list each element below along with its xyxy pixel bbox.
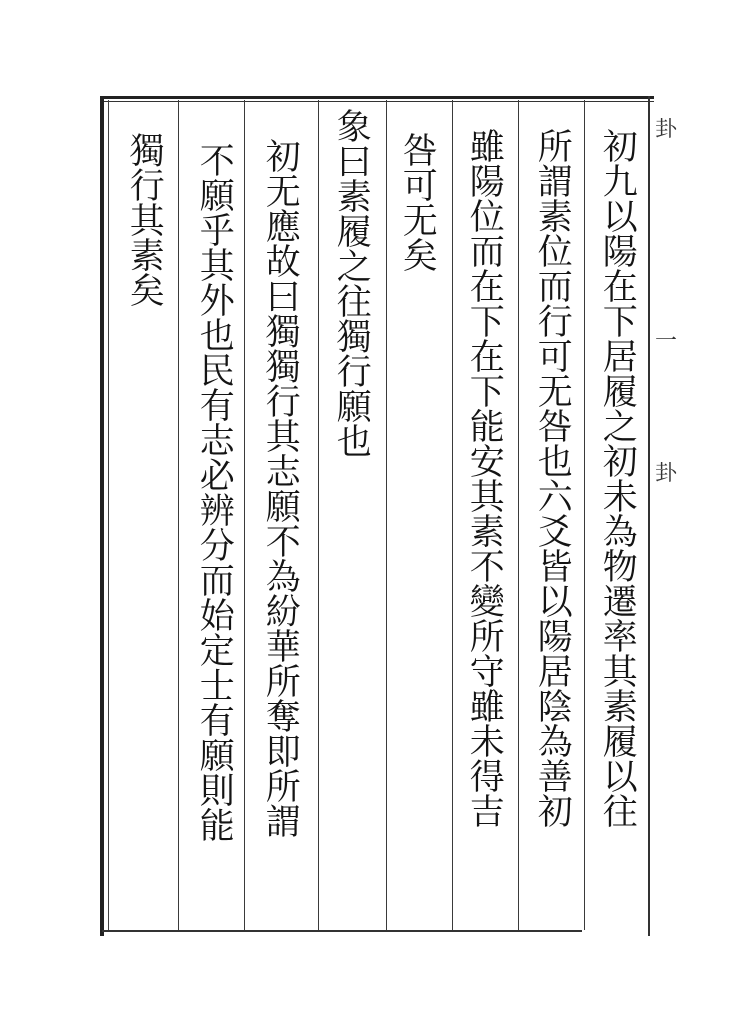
- text-column: 獨行其素矣: [124, 132, 165, 307]
- text-column: 不願乎其外也民有志必辨分而始定士有願則能: [194, 142, 235, 842]
- frame-bottom-border: [102, 930, 582, 932]
- margin-char: 一: [654, 330, 677, 354]
- margin-char: 卦: [654, 462, 677, 486]
- frame-right-border: [648, 96, 650, 936]
- column-rule: [452, 100, 453, 930]
- text-column: 所謂素位而行可无咎也六爻皆以陽居陰為善初: [532, 128, 573, 828]
- column-rule: [518, 100, 519, 930]
- text-column: 象曰素履之往獨行願也: [331, 108, 372, 458]
- column-rule: [386, 100, 387, 930]
- frame-top-inner-border: [102, 101, 654, 102]
- text-column: 雖陽位而在下在下能安其素不變所守雖未得吉: [464, 128, 505, 828]
- text-column: 初九以陽在下居履之初未為物遷率其素履以往: [597, 128, 638, 828]
- margin-char: 卦: [654, 118, 677, 142]
- frame-left-border: [100, 96, 104, 936]
- frame-left-inner-border: [108, 100, 109, 930]
- column-rule: [584, 100, 585, 930]
- text-column: 初无應故曰獨獨行其志願不為紛華所奪即所謂: [260, 138, 301, 838]
- text-column: 咎可无矣: [397, 132, 438, 272]
- column-rule: [178, 100, 179, 930]
- column-rule: [318, 100, 319, 930]
- frame-top-border: [102, 96, 654, 99]
- column-rule: [244, 100, 245, 930]
